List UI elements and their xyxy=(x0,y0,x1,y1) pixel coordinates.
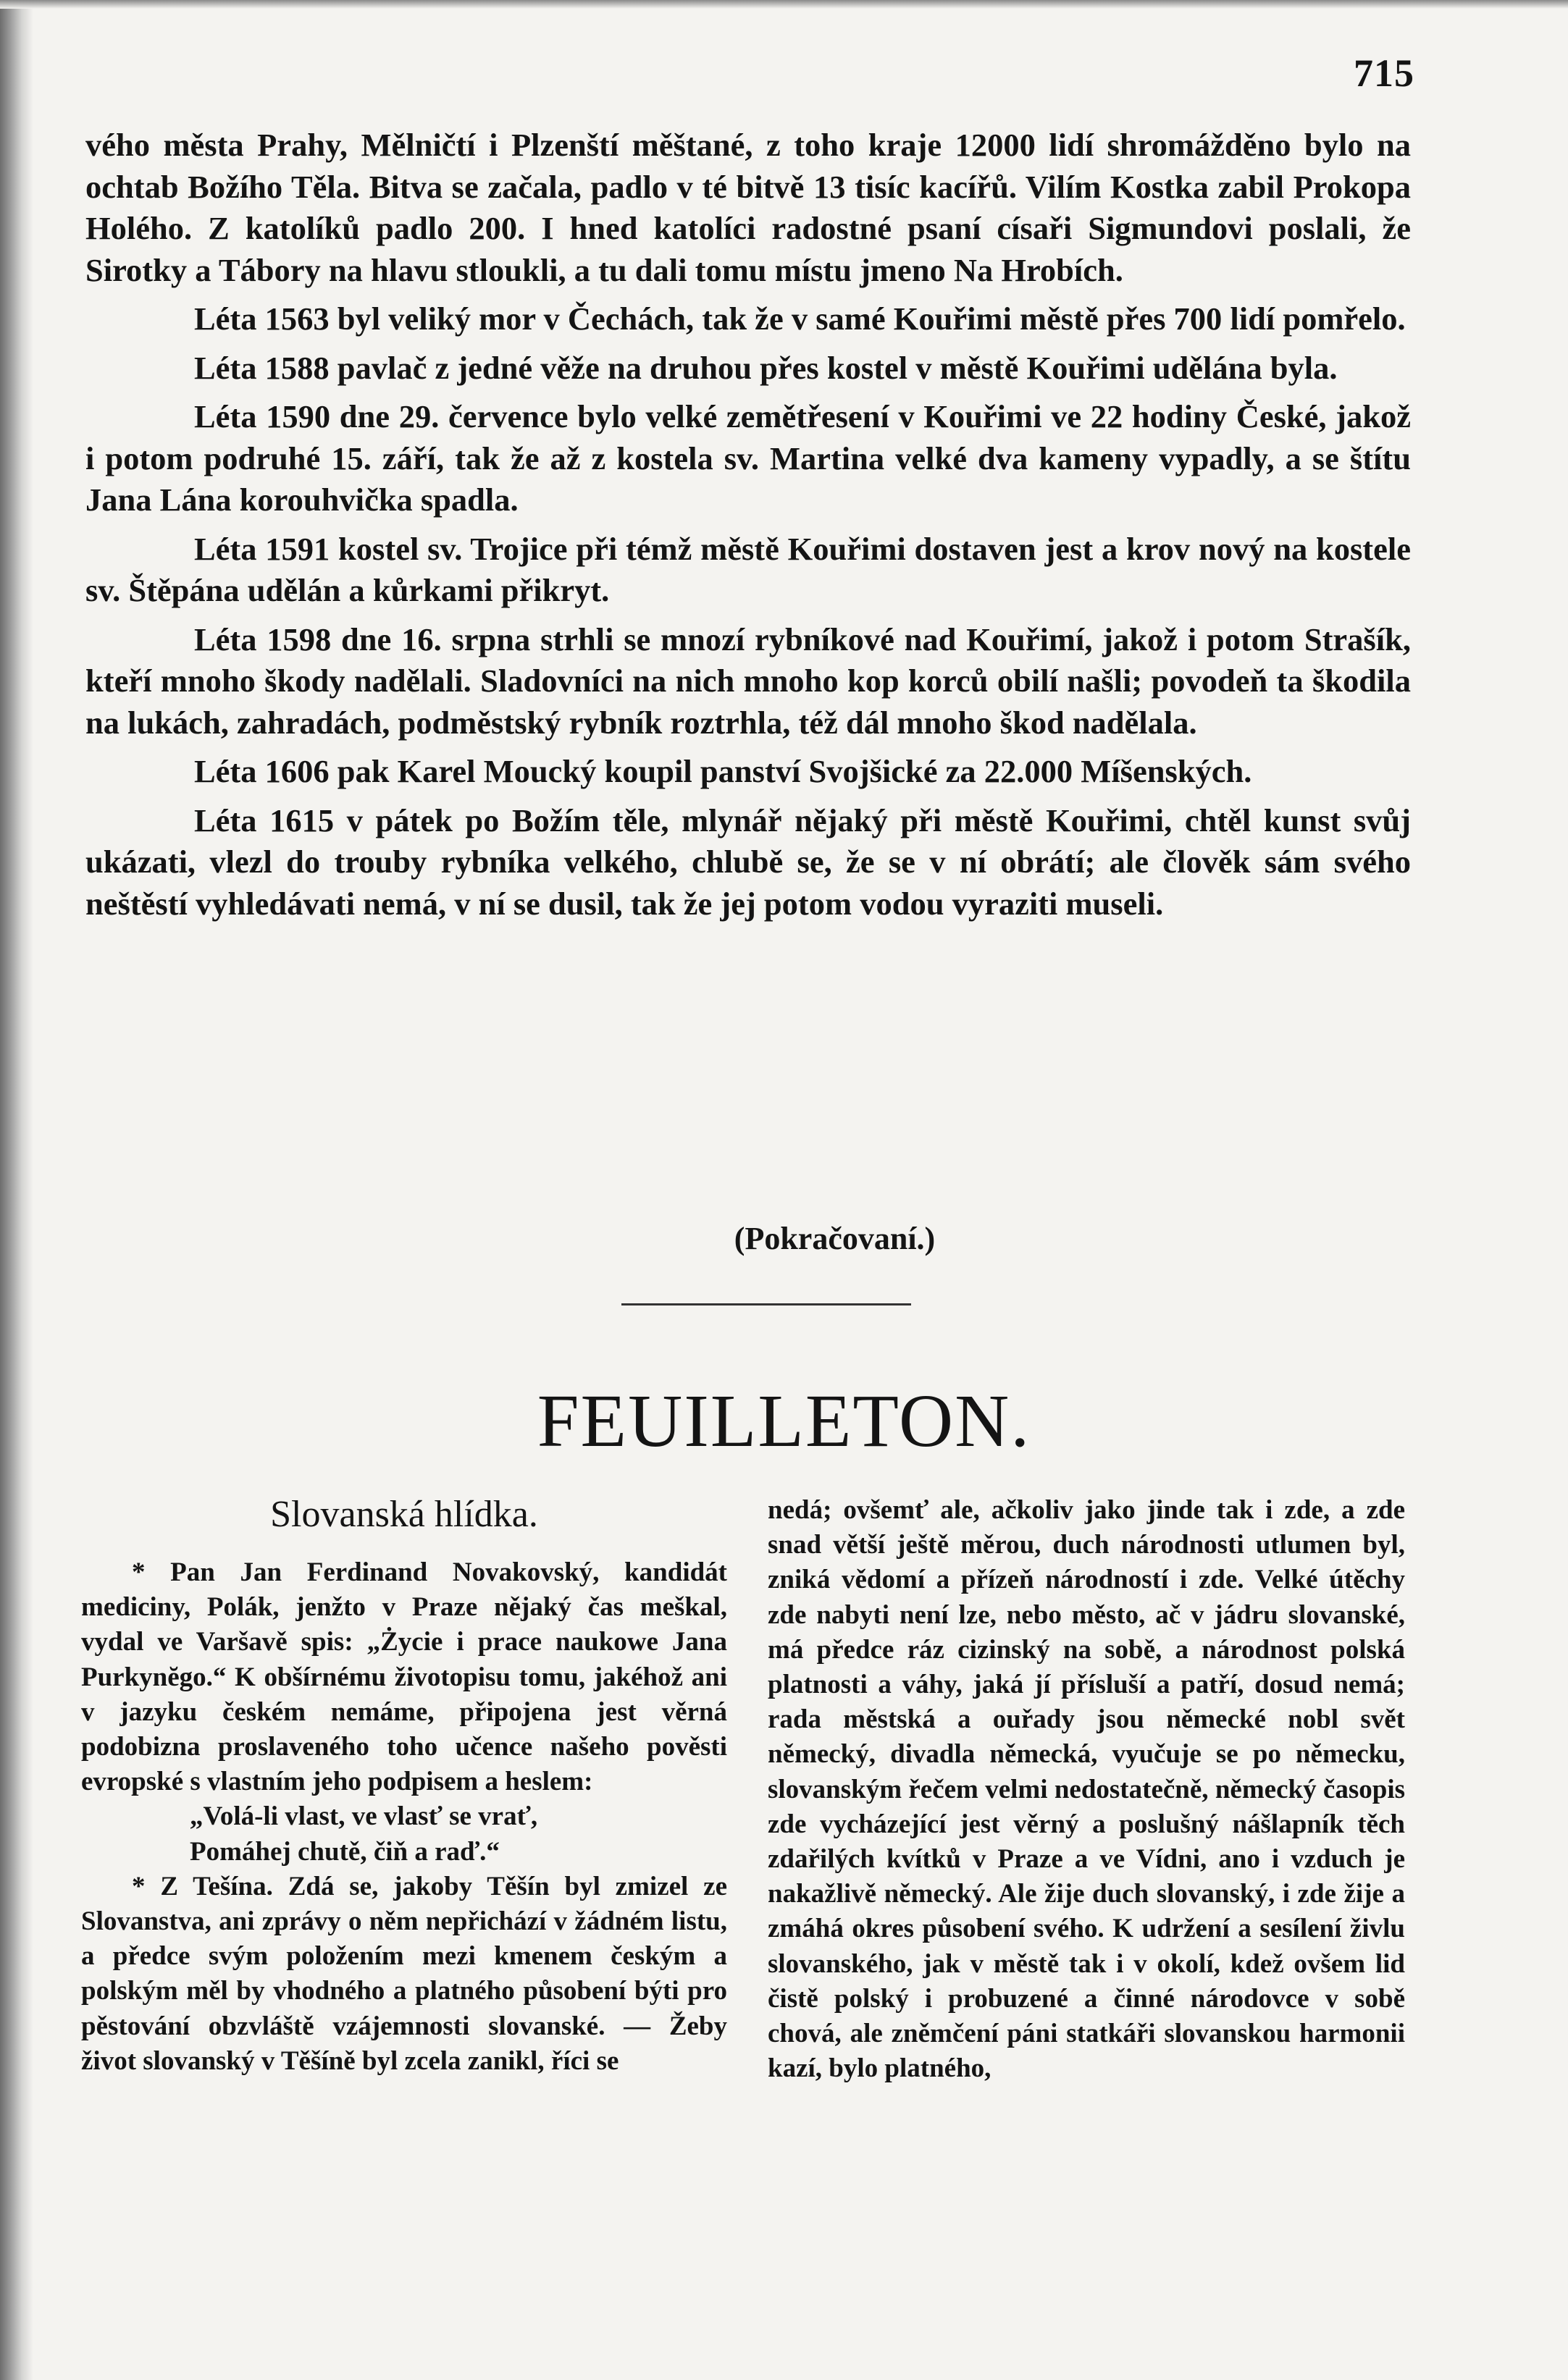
page-edge-shadow xyxy=(0,0,33,2380)
continued-note xyxy=(0,1220,1568,1257)
section-divider xyxy=(621,1303,911,1305)
paragraph-3: Léta 1590 dne 29. července bylo velké zemětřesení v Kouřimi ve 22 hodiny České, jakož i potom podruhé 15. září, tak že až z kostela sv. Martina velké dva kameny vypadly, a se štítu Jana Lána korouhvička spadla. xyxy=(85,398,1411,518)
page-number: 715 xyxy=(1354,51,1414,95)
paragraph-7: Léta 1615 v pátek po Božím těle, mlynář nějaký při městě Kouřimi, chtěl kunst svůj ukázati, vlezl do trouby rybníka velkého, chlubě se, že se v ní obrátí; ale člověk sám svého neštěstí vyhledávati nemá, v ní se dusil, tak že jej potom vodou vyraziti museli. xyxy=(85,802,1411,922)
paragraph-4: Léta 1591 kostel sv. Trojice při témž městě Kouřimi dostaven jest a krov nový na kostele sv. Štěpána udělán a kůrkami přikryt. xyxy=(85,530,1411,608)
continued-label: (Pokračovaní.) xyxy=(734,1221,936,1256)
paragraph-2: Léta 1588 pavlač z jedné věže na druhou přes kostel v městě Kouřimi udělána byla. xyxy=(194,349,1338,386)
feuilleton-title: FEUILLETON. xyxy=(537,1379,1031,1463)
paragraph-1: Léta 1563 byl veliký mor v Čechách, tak že v samé Kouřimi městě přes 700 lidí pomřelo. xyxy=(194,300,1406,337)
right-paragraph: nedá; ovšemť ale, ačkoliv jako jinde tak i zde, a zde snad větší ještě měrou, duch národnosti utlumen byl, zniká vědomí a přízeň národností i zde. Velké útěchy zde nabyti není lze, nebo město, ač v jádru slovanské, má předce ráz cizinský na sobě, a národnost polská platnosti a váhy, jaká jí přísluší a patří, dosud nemá; rada městská a ouřady jsou německé nobl svět německý, divadla německá, vyučuje se po německu, slovanským řečem velmi nedostatečně, německý časopis zde vycházející jest věrný a poslušný nášlapník těch zdařilých kvítků v Praze a ve Vídni, ano i vzduch je nakažlivě německý. Ale žije duch slovanský, i zde žije a zmáhá okres působení svého. K udržení a sesílení živlu slovanského, jak v městě tak i v okolí, kdež ovšem lid čistě polský i probuzené a činné národovce v sobě chová, ale zněmčení páni statkáři slovanskou harmonii kazí, bylo platného, xyxy=(768,1495,1405,2084)
page-top-shadow xyxy=(0,0,1568,9)
right-column xyxy=(768,1493,1405,2086)
verse-line-2: Pomáhej chutě, čiň a raď.“ xyxy=(190,1836,500,1867)
paragraph-6: Léta 1606 pak Karel Moucký koupil panství Svojšické za 22.000 Míšenských. xyxy=(194,753,1252,789)
paragraph-0: vého města Prahy, Mělničtí i Plzenští měštané, z toho kraje 12000 lidí shromážděno bylo na ochtab Božího Těla. Bitva se začala, padlo v té bitvě 13 tisíc kacířů. Vilím Kostka zabil Prokopa Holého. Z katolíků padlo 200. I hned katolíci radostné psaní císaři Sigmundovi poslali, že Sirotky a Tábory na hlavu stloukli, a tu dali tomu místu jmeno Na Hrobích. xyxy=(85,127,1411,288)
chronicle-text xyxy=(85,125,1411,932)
left-column xyxy=(81,1493,727,2079)
left-paragraph-2: * Z Tešína. Zdá se, jakoby Těšín byl zmizel ze Slovanstva, ani zprávy o něm nepřichází v žádném listu, a předce svým položením mezi kmenem českým a polským měl by vhodného a platného působení býti pro pěstování obzvláště vzájemnosti slovanské. — Žeby život slovanský v Těšíně byl zcela zanikl, říci se xyxy=(81,1871,727,2076)
section-heading: Slovanská hlídka. xyxy=(270,1494,538,1535)
paragraph-5: Léta 1598 dne 16. srpna strhli se mnozí rybníkové nad Kouřimí, jakož i potom Strašík, kteří mnoho škody nadělali. Sladovníci na nich mnoho kop korců obilí našli; povodeň ta škodila na lukách, zahradách, podměstský rybník roztrhla, též dál mnoho škod nadělala. xyxy=(85,621,1411,741)
verse-line-1: „Volá-li vlast, ve vlasť se vrať, xyxy=(190,1801,538,1832)
left-paragraph-1: * Pan Jan Ferdinand Novakovský, kandidát mediciny, Polák, jenžto v Praze nějaký čas meškal, vydal ve Varšavě spis: „Życie i prace naukowe Jana Purkynĕgo.“ K obšírnému životopisu tomu, jakéhož ani v jazyku českém nemáme, připojena jest věrná podobizna proslaveného toho učence našeho pověsti evropské s vlastním jeho podpisem a heslem: xyxy=(81,1557,727,1797)
